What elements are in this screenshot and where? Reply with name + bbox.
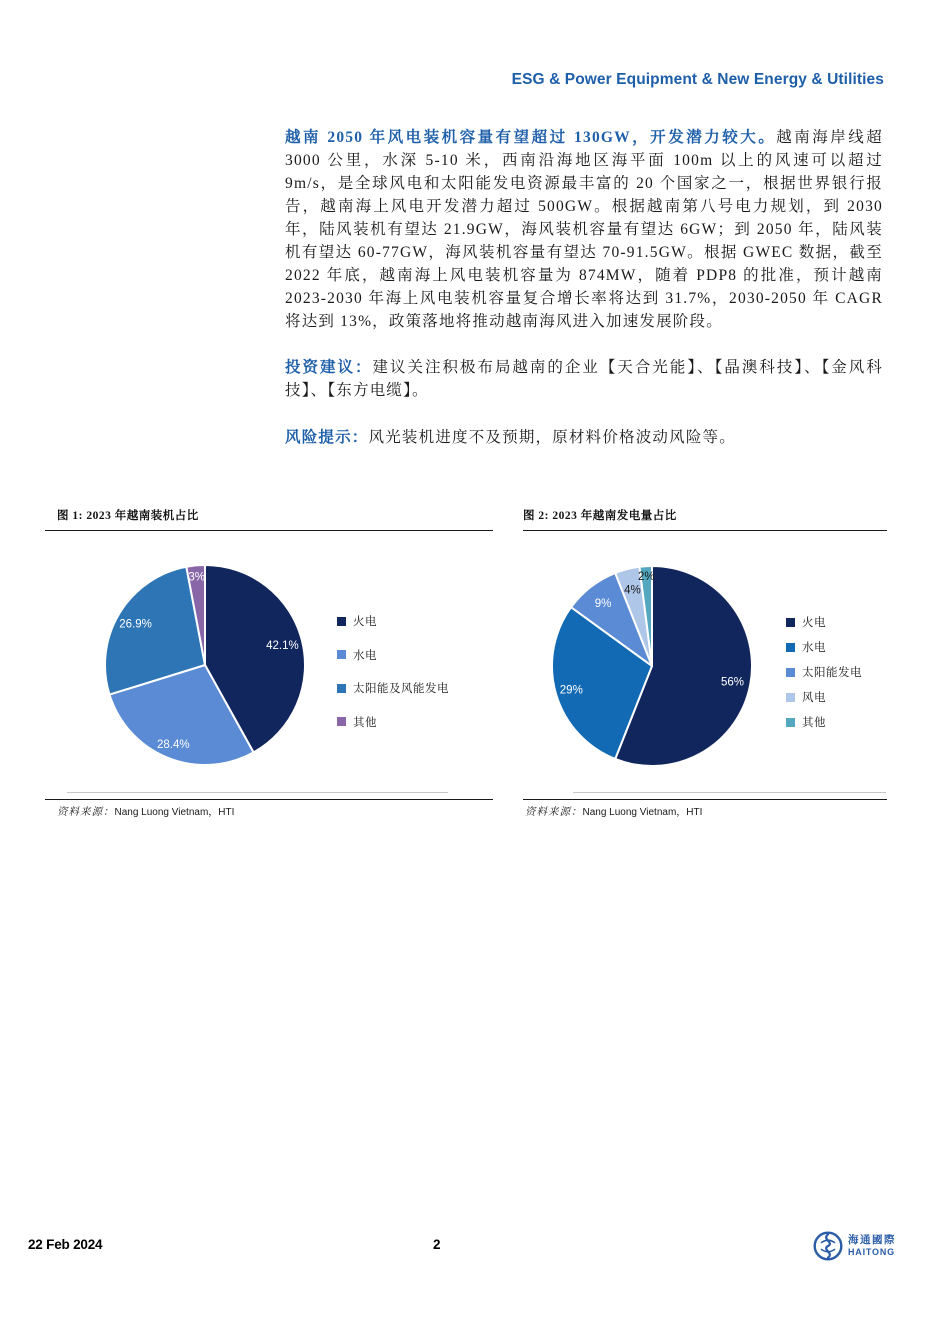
footer-date: 22 Feb 2024 <box>28 1237 103 1252</box>
pie-slice-label: 56% <box>720 676 745 689</box>
legend-item <box>337 647 449 663</box>
legend-label: 其他 <box>353 716 377 729</box>
figure1-bottom-rule <box>45 799 493 800</box>
pie-slice-label: 3% <box>188 571 206 584</box>
paragraph-overview-lead: 越南 2050 年风电装机容量有望超过 130GW，开发潜力较大。 <box>285 129 777 146</box>
legend-swatch <box>337 684 346 693</box>
paragraph-overview-text: 越南海岸线超 3000 公里，水深 5-10 米，西南沿海地区海平面 100m 以上的风速可以超过 9m/s，是全球风电和太阳能发电资源最丰富的 20 个国家之一，根据世界银行报告，越南海上风电开发潜力超过 500GW。根据越南第八号电力规划，到 2030 年，陆风装机有望达 21.9GW，海风装机容量有望达 6GW；到 2050 年，陆风装机有望达 60-77GW，海风装机容量有望达 70-91.5GW。根据 GWEC 数据，截至 2022 年底，越南海上风电装机容量为 874MW，随着 PDP8 的批准，预计越南 2023-2030 年海上风电装机容量复合增长率将达到 31.7%，2030-2050 年 CAGR 将达到 13%，政策落地将推动越南海风进入加速发展阶段。 <box>285 129 883 330</box>
legend-swatch <box>786 643 795 652</box>
figure1-plot-baseline <box>67 792 448 793</box>
legend-label: 水电 <box>353 649 377 662</box>
figure1-title: 图 1: 2023 年越南装机占比 <box>57 510 199 522</box>
legend-item <box>786 689 862 705</box>
risk-warning-text: 风光装机进度不及预期，原材料价格波动风险等。 <box>368 429 736 446</box>
pie-chart-installed-capacity <box>100 560 310 770</box>
haitong-logo-chinese: 海通國際 <box>848 1234 896 1246</box>
legend-swatch <box>786 718 795 727</box>
legend-swatch <box>786 618 795 627</box>
figure2-source-label: 资料来源： <box>525 807 583 818</box>
pie-slice-label: 29% <box>559 684 583 697</box>
figure1-source-text: Nang Luong Vietnam，HTI <box>114 807 235 818</box>
legend-swatch <box>337 650 346 659</box>
legend-label: 火电 <box>802 617 826 629</box>
pie-slice-label: 28.4% <box>156 738 190 751</box>
figure2-title: 图 2: 2023 年越南发电量占比 <box>523 510 677 522</box>
pie-slice-label: 26.9% <box>119 618 152 631</box>
legend-label: 火电 <box>353 616 377 628</box>
investment-advice-text: 建议关注积极布局越南的企业【天合光能】、【晶澳科技】、【金风科技】、【东方电缆】。 <box>285 359 883 399</box>
pie-slice-label: 4% <box>624 584 641 597</box>
legend-item <box>337 613 449 629</box>
legend-item <box>337 714 449 730</box>
figure2-legend <box>786 614 862 739</box>
haitong-logo-english: HAITONG <box>848 1246 895 1257</box>
figure1-title-rule <box>45 530 493 531</box>
pie-chart-generation-share <box>547 561 757 771</box>
pie-slice-label: 2% <box>637 571 655 584</box>
legend-swatch <box>337 717 346 726</box>
figure1-legend <box>337 613 449 747</box>
paragraph-risk-warning <box>285 426 883 449</box>
figure2-title-rule <box>523 530 887 531</box>
figure2-plot-baseline <box>573 792 886 793</box>
figure2-source-text: Nang Luong Vietnam，HTI <box>582 807 703 818</box>
figure1-source-label: 资料来源： <box>57 807 115 818</box>
investment-advice-lead: 投资建议： <box>285 359 373 376</box>
haitong-logo <box>812 1230 896 1262</box>
pie-slice-label: 9% <box>594 597 612 610</box>
paragraph-overview <box>285 126 883 333</box>
report-section-title: ESG & Power Equipment & New Energy & Utilities <box>511 71 884 88</box>
legend-item <box>786 614 862 630</box>
risk-warning-lead: 风险提示： <box>285 429 369 446</box>
pie-slice-label: 42.1% <box>266 639 299 652</box>
legend-swatch <box>337 617 346 626</box>
legend-label: 太阳能发电 <box>802 667 862 679</box>
legend-swatch <box>786 693 795 702</box>
figure1-source <box>57 803 234 819</box>
footer-page-number: 2 <box>433 1237 441 1252</box>
haitong-logo-text <box>848 1235 896 1258</box>
paragraph-investment-advice <box>285 356 883 402</box>
legend-label: 水电 <box>802 642 826 654</box>
haitong-logo-icon <box>812 1230 844 1262</box>
legend-item <box>337 680 449 696</box>
legend-item <box>786 714 862 730</box>
legend-item <box>786 664 862 680</box>
legend-label: 风电 <box>802 692 826 704</box>
legend-swatch <box>786 668 795 677</box>
figure2-bottom-rule <box>523 799 887 800</box>
legend-item <box>786 639 862 655</box>
legend-label: 其他 <box>802 717 826 729</box>
legend-label: 太阳能及风能发电 <box>353 683 449 695</box>
figure2-source <box>525 803 702 819</box>
